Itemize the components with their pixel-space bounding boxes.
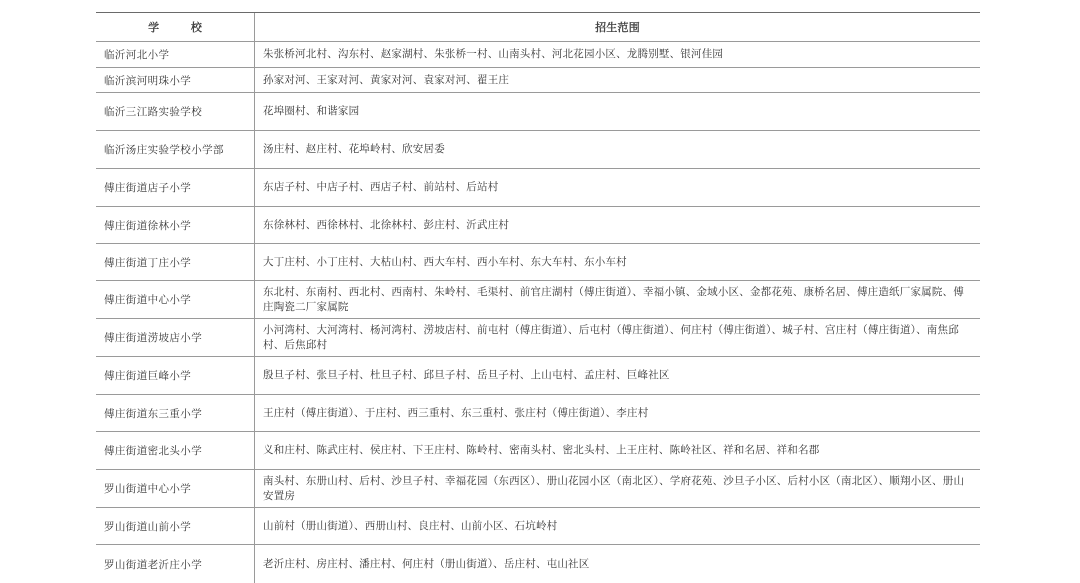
range-cell: 东店子村、中店子村、西店子村、前站村、后站村: [263, 181, 499, 193]
table-row: [96, 207, 980, 244]
header-school: 学 校: [96, 13, 255, 41]
table-row: [96, 244, 980, 281]
range-cell: 朱张桥河北村、沟东村、赵家湖村、朱张桥一村、山南头村、河北花园小区、龙腾别墅、银河佳园: [263, 48, 724, 60]
school-cell: 临沂三江路实验学校: [96, 93, 255, 130]
school-cell: 傅庄街道丁庄小学: [96, 244, 255, 280]
table-row: [96, 432, 980, 470]
range-cell: 大丁庄村、小丁庄村、大枯山村、西大车村、西小车村、东大车村、东小车村: [263, 255, 627, 268]
table-row: [96, 131, 980, 169]
range-cell: 小河湾村、大河湾村、杨河湾村、涝坡店村、前屯村（傅庄街道）、后屯村（傅庄街道）、何庄村（傅庄街道）、城子村、宫庄村（傅庄街道）、南焦邱村、后焦邱村: [263, 323, 959, 351]
school-cell: 傅庄街道巨峰小学: [96, 357, 255, 394]
table-row: [96, 319, 980, 357]
range-cell: 花埠圈村、和谐家园: [263, 105, 360, 117]
table-row: [96, 357, 980, 395]
school-cell: 临沂滨河明珠小学: [96, 68, 255, 92]
table-row: [96, 281, 980, 319]
table-row: [96, 169, 980, 207]
school-cell: 临沂河北小学: [96, 42, 255, 67]
school-cell: 傅庄街道店子小学: [96, 169, 255, 206]
school-cell: 罗山街道老沂庄小学: [96, 545, 255, 583]
table-row: [96, 93, 980, 131]
table-row: [96, 545, 980, 583]
range-cell: 山前村（册山街道）、西册山村、良庄村、山前小区、石坑岭村: [263, 519, 558, 532]
school-cell: 罗山街道中心小学: [96, 470, 255, 507]
school-cell: 傅庄街道徐林小学: [96, 207, 255, 243]
range-cell: 汤庄村、赵庄村、花埠岭村、欣安居委: [263, 143, 445, 155]
range-cell: 东北村、东南村、西北村、西南村、朱岭村、毛渠村、前官庄湖村（傅庄街道）、幸福小镇、金域小区、金都花苑、康桥名居、傅庄造纸厂家属院、傅庄陶瓷二厂家属院: [263, 285, 964, 313]
range-cell: 东徐林村、西徐林村、北徐林村、彭庄村、沂武庄村: [263, 218, 510, 231]
table-row: [96, 68, 980, 93]
table-row: [96, 470, 980, 508]
school-cell: 傅庄街道涝坡店小学: [96, 319, 255, 356]
range-cell: 义和庄村、陈武庄村、侯庄村、下王庄村、陈岭村、密南头村、密北头村、上王庄村、陈岭社区、祥和名居、祥和名郡: [263, 444, 820, 456]
school-cell: 傅庄街道密北头小学: [96, 432, 255, 469]
enrollment-table: [96, 12, 980, 583]
range-cell: 王庄村（傅庄街道）、于庄村、西三重村、东三重村、张庄村（傅庄街道）、李庄村: [263, 406, 649, 419]
range-cell: 孙家对河、王家对河、黄家对河、袁家对河、翟王庄: [263, 73, 510, 86]
table-header: [96, 13, 980, 42]
school-cell: 傅庄街道中心小学: [96, 281, 255, 318]
school-cell: 临沂汤庄实验学校小学部: [96, 131, 255, 168]
table-row: [96, 395, 980, 432]
range-cell: 老沂庄村、房庄村、潘庄村、何庄村（册山街道）、岳庄村、屯山社区: [263, 557, 590, 570]
range-cell: 殷旦子村、张旦子村、杜旦子村、邱旦子村、岳旦子村、上山屯村、孟庄村、巨峰社区: [263, 369, 670, 381]
range-cell: 南头村、东册山村、后村、沙旦子村、幸福花园（东西区）、册山花园小区（南北区）、学府花苑、沙旦子小区、后村小区（南北区）、顺翔小区、册山安置房: [263, 474, 965, 502]
table-row: [96, 42, 980, 68]
school-cell: 傅庄街道东三重小学: [96, 395, 255, 431]
header-range: 招生范围: [595, 20, 640, 34]
table-row: [96, 508, 980, 545]
school-cell: 罗山街道山前小学: [96, 508, 255, 544]
